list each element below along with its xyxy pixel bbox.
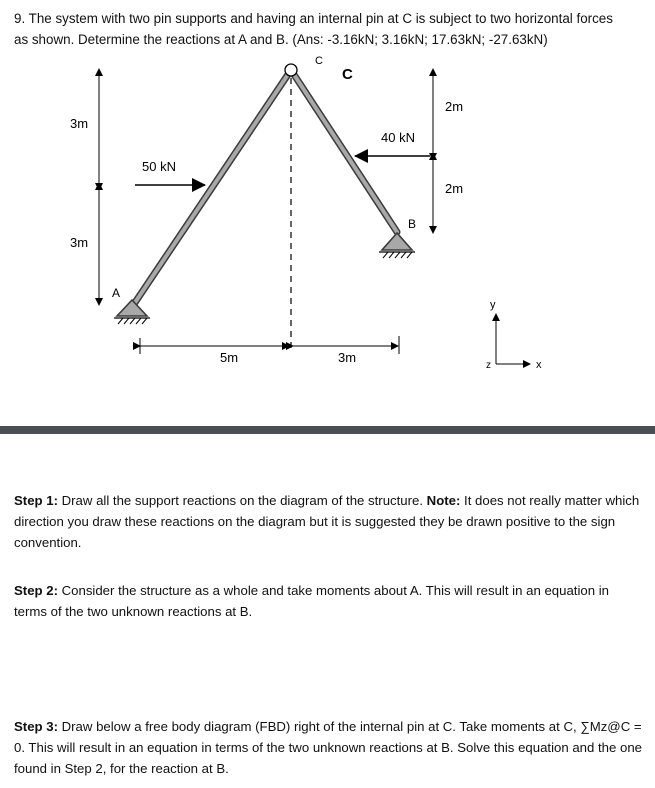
step-1 bbox=[14, 490, 642, 553]
step-3 bbox=[14, 716, 642, 779]
problem-text-line1: The system with two pin supports and having an internal pin at C is subject to two horizontal forces bbox=[28, 11, 613, 26]
axis-x-label: x bbox=[536, 359, 542, 371]
pin-support-b-icon bbox=[379, 233, 415, 258]
force-50kn-label: 50 kN bbox=[142, 159, 176, 174]
problem-number: 9. bbox=[14, 11, 26, 26]
step-1-label: Step 1: bbox=[14, 493, 58, 508]
step-1-note-label: Note: bbox=[426, 493, 461, 508]
step-2-text: Consider the structure as a whole and take moments about A. This will result in an equation in terms of the two unknown reactions at B. bbox=[14, 583, 609, 619]
dim-right-upper-label: 2m bbox=[445, 99, 464, 114]
step-2-label: Step 2: bbox=[14, 583, 58, 598]
dim-left-lower-label: 3m bbox=[70, 235, 89, 250]
pin-c-small-label: C bbox=[315, 55, 323, 67]
problem-text-line2: as shown. Determine the reactions at A and B. (Ans: -3.16kN; 3.16kN; 17.63kN; -27.63kN) bbox=[14, 32, 548, 47]
dim-right-lower-label: 2m bbox=[445, 181, 464, 196]
step-1-text-b: It does not really matter which direction you draw these reactions on the diagram but it is suggested they be drawn positive to the sign convention. bbox=[14, 493, 640, 550]
axis-z-label: z bbox=[486, 360, 491, 371]
step-2 bbox=[14, 580, 642, 622]
pin-c-bold-label: C bbox=[342, 66, 353, 83]
dim-left-upper-label: 3m bbox=[70, 116, 89, 131]
step-3-label: Step 3: bbox=[14, 719, 58, 734]
support-a-label: A bbox=[112, 286, 121, 300]
pin-support-a-icon bbox=[114, 300, 150, 324]
member-ac bbox=[132, 70, 291, 307]
step-1-text-a: Draw all the support reactions on the diagram of the structure. bbox=[57, 493, 427, 508]
support-b-label: B bbox=[408, 217, 417, 231]
axis-y-label: y bbox=[490, 299, 496, 311]
dim-bottom-left-label: 5m bbox=[220, 350, 239, 365]
force-40kn-label: 40 kN bbox=[381, 130, 415, 145]
pin-c-icon bbox=[285, 64, 297, 76]
step-3-text: Draw below a free body diagram (FBD) right of the internal pin at C. Take moments at C, ∑Mz@C = 0. This will result in an equation in terms of the two unknown reactions at B. Solve this equation and the one found in Step 2, for the reaction at B. bbox=[14, 719, 642, 776]
section-divider bbox=[0, 426, 655, 434]
coordinate-axes-icon bbox=[496, 314, 530, 364]
member-cb bbox=[291, 70, 397, 232]
dim-bottom-right-label: 3m bbox=[338, 350, 357, 365]
